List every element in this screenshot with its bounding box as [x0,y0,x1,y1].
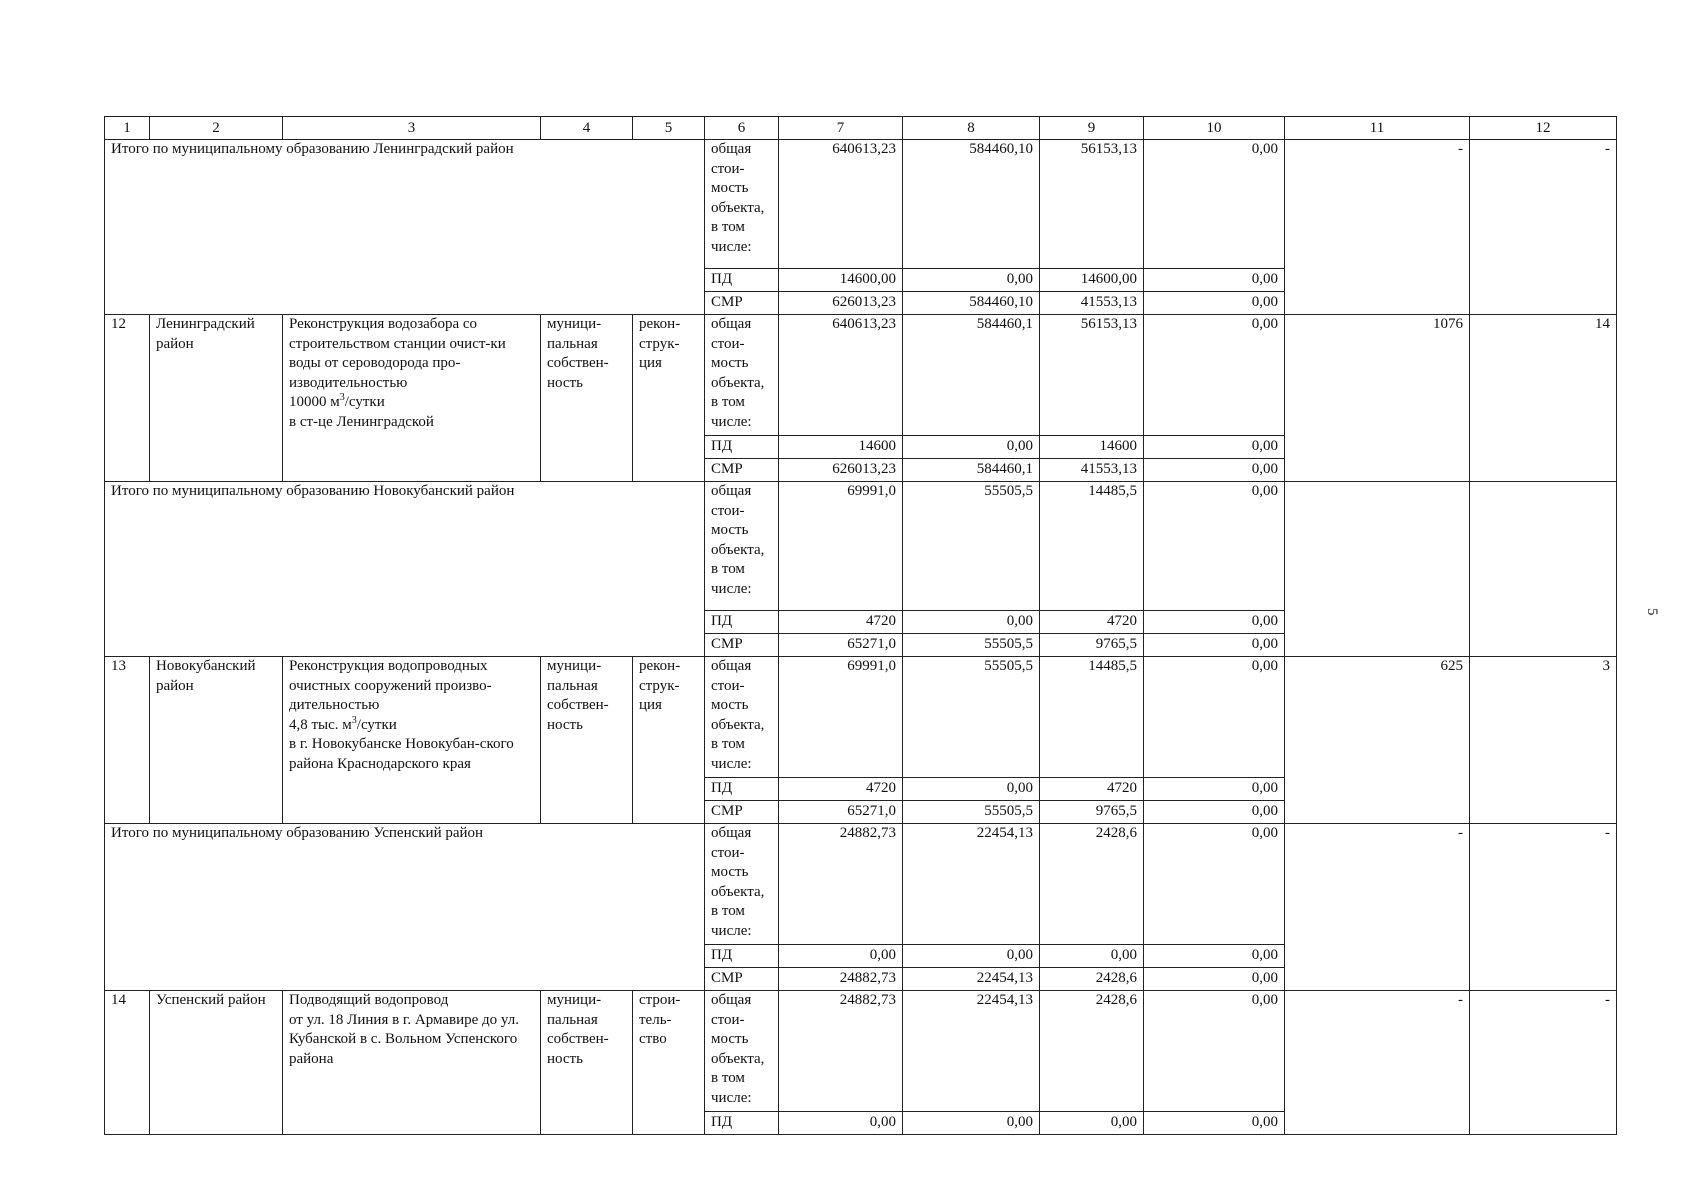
cost-type-pd: ПД [705,1112,779,1135]
value-col7: 14600,00 [779,269,903,292]
total-label: Итого по муниципальному образованию Ленинградский район [105,140,705,315]
value-col10: 0,00 [1144,657,1285,778]
total-row-novokubansky [105,482,1617,611]
value-col10: 0,00 [1144,801,1285,824]
col-header: 2 [150,117,283,140]
value-col7: 24882,73 [779,991,903,1112]
item-row-13 [105,657,1617,778]
cost-type-smr: СМР [705,459,779,482]
value-col9: 41553,13 [1040,459,1144,482]
object-name-text: Реконструкция водозабора со строительством станции очист-ки воды от сероводорода про-изводительностью 10000 м [289,316,506,410]
value-col7: 24882,73 [779,824,903,945]
cost-type-total: общая стои- мость объекта, в том числе: [705,315,779,436]
value-col9: 2428,6 [1040,968,1144,991]
value-col9: 2428,6 [1040,824,1144,945]
item-number: 12 [105,315,150,482]
superscript: 3 [351,714,357,726]
col-header: 4 [541,117,633,140]
superscript: 3 [339,392,345,403]
investment-table [104,116,1617,1135]
cost-type-total: общая стои- мость объекта, в том числе: [705,824,779,945]
district-name: Успенский район [150,991,283,1135]
value-col12: 3 [1470,657,1617,824]
cost-type-smr: СМР [705,801,779,824]
value-col10: 0,00 [1144,611,1285,634]
total-label: Итого по муниципальному образованию Новокубанский район [105,482,705,657]
col-header: 1 [105,117,150,140]
value-col12 [1470,482,1617,657]
cost-type-pd: ПД [705,611,779,634]
value-col8: 22454,13 [903,991,1040,1112]
value-col10: 0,00 [1144,292,1285,315]
col-header: 9 [1040,117,1144,140]
value-col9: 14600,00 [1040,269,1144,292]
col-header: 12 [1470,117,1617,140]
object-name [283,657,541,824]
value-col10: 0,00 [1144,634,1285,657]
value-col10: 0,00 [1144,1112,1285,1135]
value-col8: 55505,5 [903,657,1040,778]
value-col8: 584460,1 [903,459,1040,482]
value-col11: - [1285,991,1470,1135]
col-header: 10 [1144,117,1285,140]
object-name-text: /сутки в г. Новокубанске Новокубан-ского района Краснодарского края [289,716,514,772]
col-header: 6 [705,117,779,140]
object-name: Подводящий водопровод от ул. 18 Линия в г. Армавире до ул. Кубанской в с. Вольном Успенского района [283,991,541,1135]
value-col9: 4720 [1040,611,1144,634]
value-col7: 24882,73 [779,968,903,991]
value-col11 [1285,482,1470,657]
cost-type-pd: ПД [705,269,779,292]
cost-type-smr: СМР [705,292,779,315]
value-col7: 4720 [779,778,903,801]
cost-type-pd: ПД [705,436,779,459]
cost-type-total: общая стои- мость объекта, в том числе: [705,991,779,1112]
object-name-text: /сутки в ст-це Ленинградской [289,394,434,430]
value-col8: 0,00 [903,945,1040,968]
col-header: 3 [283,117,541,140]
value-col8: 0,00 [903,436,1040,459]
ownership: муници- пальная собствен- ность [541,991,633,1135]
value-col9: 0,00 [1040,1112,1144,1135]
page-number: 5 [1644,608,1660,616]
cost-type-smr: СМР [705,968,779,991]
col-header: 5 [633,117,705,140]
cost-type-total: общая стои- мость объекта, в том числе: [705,140,779,269]
value-col7: 65271,0 [779,634,903,657]
cost-type-total: общая стои- мость объекта, в том числе: [705,657,779,778]
value-col9: 2428,6 [1040,991,1144,1112]
cost-type-smr: СМР [705,634,779,657]
value-col12: - [1470,140,1617,315]
value-col10: 0,00 [1144,436,1285,459]
value-col8: 22454,13 [903,824,1040,945]
total-label: Итого по муниципальному образованию Успенский район [105,824,705,991]
value-col12: - [1470,991,1617,1135]
value-col7: 69991,0 [779,482,903,611]
value-col9: 14485,5 [1040,657,1144,778]
value-col8: 584460,1 [903,315,1040,436]
value-col7: 65271,0 [779,801,903,824]
col-header: 8 [903,117,1040,140]
value-col8: 584460,10 [903,140,1040,269]
value-col11: 1076 [1285,315,1470,482]
value-col10: 0,00 [1144,968,1285,991]
total-row-uspensky [105,824,1617,945]
value-col8: 0,00 [903,611,1040,634]
value-col9: 0,00 [1040,945,1144,968]
item-row-14 [105,991,1617,1112]
object-name [283,315,541,482]
work-type: строи- тель- ство [633,991,705,1135]
value-col10: 0,00 [1144,824,1285,945]
district-name: Новокубанский район [150,657,283,824]
value-col9: 56153,13 [1040,315,1144,436]
value-col11: - [1285,140,1470,315]
value-col10: 0,00 [1144,315,1285,436]
value-col9: 41553,13 [1040,292,1144,315]
value-col8: 0,00 [903,1112,1040,1135]
value-col7: 626013,23 [779,459,903,482]
column-number-row [105,117,1617,140]
value-col9: 56153,13 [1040,140,1144,269]
value-col9: 9765,5 [1040,801,1144,824]
value-col10: 0,00 [1144,459,1285,482]
value-col9: 4720 [1040,778,1144,801]
value-col8: 55505,5 [903,482,1040,611]
value-col8: 55505,5 [903,801,1040,824]
col-header: 7 [779,117,903,140]
value-col10: 0,00 [1144,269,1285,292]
value-col7: 0,00 [779,1112,903,1135]
value-col10: 0,00 [1144,945,1285,968]
value-col7: 14600 [779,436,903,459]
value-col10: 0,00 [1144,140,1285,269]
value-col7: 4720 [779,611,903,634]
value-col8: 0,00 [903,269,1040,292]
value-col7: 69991,0 [779,657,903,778]
item-number: 13 [105,657,150,824]
value-col12: - [1470,824,1617,991]
ownership: муници- пальная собствен- ность [541,657,633,824]
total-row-leningradsky [105,140,1617,269]
value-col8: 584460,10 [903,292,1040,315]
value-col9: 9765,5 [1040,634,1144,657]
value-col10: 0,00 [1144,778,1285,801]
value-col9: 14600 [1040,436,1144,459]
value-col10: 0,00 [1144,991,1285,1112]
work-type: рекон- струк- ция [633,657,705,824]
value-col8: 55505,5 [903,634,1040,657]
value-col12: 14 [1470,315,1617,482]
value-col11: - [1285,824,1470,991]
object-name-text: Реконструкция водопроводных очистных сооружений произво-дительностью 4,8 тыс. м [289,658,492,733]
item-row-12 [105,315,1617,436]
cost-type-pd: ПД [705,945,779,968]
value-col9: 14485,5 [1040,482,1144,611]
value-col7: 626013,23 [779,292,903,315]
value-col11: 625 [1285,657,1470,824]
value-col8: 22454,13 [903,968,1040,991]
item-number: 14 [105,991,150,1135]
cost-type-total: общая стои- мость объекта, в том числе: [705,482,779,611]
work-type: рекон- струк- ция [633,315,705,482]
value-col7: 640613,23 [779,140,903,269]
district-name: Ленинградский район [150,315,283,482]
value-col7: 640613,23 [779,315,903,436]
ownership: муници- пальная собствен- ность [541,315,633,482]
value-col7: 0,00 [779,945,903,968]
value-col10: 0,00 [1144,482,1285,611]
cost-type-pd: ПД [705,778,779,801]
col-header: 11 [1285,117,1470,140]
value-col8: 0,00 [903,778,1040,801]
